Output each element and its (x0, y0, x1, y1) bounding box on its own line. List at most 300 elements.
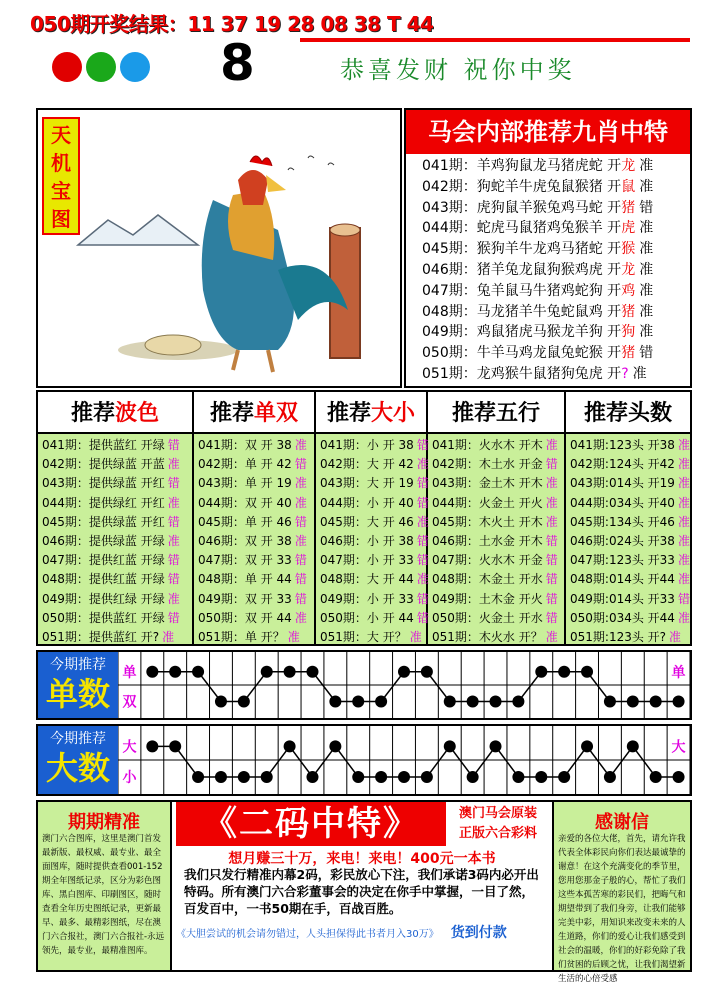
column-title-topic: 五行 (496, 400, 541, 426)
nine-row-z: 兔羊鼠马牛猪鸡蛇狗 (476, 282, 603, 299)
macau-original-2: 正版六合彩料 (458, 826, 537, 841)
trend-point (467, 771, 479, 783)
nine-row-p: 046期： (422, 261, 477, 278)
prediction-result: 准 (677, 476, 690, 491)
prediction-result: 错 (167, 476, 180, 491)
nine-row-p: 044期： (422, 220, 477, 237)
prediction-row (194, 513, 314, 532)
trend-point (444, 696, 456, 708)
nine-row-k: 开 (602, 178, 622, 195)
prediction-row (316, 590, 429, 609)
trend-point (398, 666, 410, 678)
odd-even-label (38, 652, 118, 718)
prediction-text: 045期：大 开 46 (320, 514, 414, 529)
thank-letter-title: 感谢信 (595, 812, 649, 833)
trend-point (490, 696, 502, 708)
trend-point (329, 696, 341, 708)
result-headline: 050期开奖结果：11 37 19 28 08 38 T 44 (30, 12, 434, 36)
prediction-result: 准 (294, 610, 307, 625)
prediction-row (38, 551, 192, 570)
trend-point (306, 666, 318, 678)
row-label: 小 (122, 770, 137, 786)
ad-headline: 想月赚三十万，来电！来电！400元一本书 (228, 851, 496, 867)
prediction-text: 041期:123头 开38 (570, 438, 675, 452)
prediction-result: 错 (416, 533, 429, 548)
nine-zodiac-row (406, 218, 690, 239)
prediction-result: 错 (416, 553, 429, 568)
prediction-text: 041期：小 开 38 (320, 438, 414, 452)
prediction-result: 准 (409, 629, 422, 644)
nine-row-r: 错 (639, 345, 654, 362)
trend-point (169, 740, 181, 752)
prediction-row (38, 532, 192, 551)
nine-row-z: 鸡鼠猪虎马猴龙羊狗 (476, 324, 603, 341)
prediction-result: 准 (416, 457, 429, 472)
prediction-column (194, 392, 316, 644)
ad-text: 我们只发行精准内幕2码，彩民放心下注，我们承诺3码内必开出特码。所有澳门六合彩董事会的决定在你手中掌握，一目了然，百发百中，一书50期在手，百战百胜。 (184, 867, 539, 916)
trend-point (146, 740, 158, 752)
prediction-result: 准 (545, 629, 558, 644)
prediction-row (566, 532, 690, 551)
trend-point (673, 771, 685, 783)
prediction-text: 050期：提供蓝红 开绿 (42, 610, 165, 625)
trend-point (581, 666, 593, 678)
prediction-row (194, 628, 314, 647)
nine-zodiac-row (406, 364, 690, 385)
trend-point (375, 771, 387, 783)
nine-row-k: 开 (602, 282, 622, 299)
trend-point (535, 666, 547, 678)
prediction-result: 错 (167, 553, 180, 568)
prediction-row (316, 436, 429, 455)
prediction-row (428, 532, 564, 551)
nine-row-r: 准 (639, 261, 654, 278)
prediction-row (566, 513, 690, 532)
trend-point (398, 771, 410, 783)
prediction-grid (36, 390, 692, 646)
prediction-text: 047期：火水木 开金 (432, 553, 543, 568)
prediction-column (316, 392, 428, 644)
prediction-result: 准 (677, 610, 690, 625)
nine-row-k: 开 (602, 220, 622, 237)
prediction-result: 准 (677, 533, 690, 548)
trend-point (375, 696, 387, 708)
trend-point (215, 771, 227, 783)
prediction-row (38, 628, 192, 647)
prediction-result: 错 (416, 438, 429, 452)
nine-row-z: 龙鸡猴牛鼠猪狗兔虎 (476, 365, 603, 382)
prediction-text: 042期：提供绿蓝 开蓝 (42, 457, 165, 472)
prediction-text: 041期：提供蓝红 开绿 (42, 438, 165, 452)
prediction-row (38, 609, 192, 628)
picture-title (42, 117, 80, 235)
row-label: 大 (122, 739, 137, 756)
prediction-text: 049期：提供红绿 开绿 (42, 591, 165, 606)
prediction-result: 准 (416, 514, 429, 529)
prediction-text: 050期：小 开 44 (320, 610, 414, 625)
blue-ball-icon (120, 52, 150, 82)
prediction-result: 错 (294, 514, 307, 529)
prediction-text: 043期：提供绿蓝 开红 (42, 476, 165, 491)
trend-point (261, 771, 273, 783)
prediction-text: 042期:124头 开42 (570, 457, 675, 472)
nine-row-k: 开 (602, 365, 622, 382)
header-red-line (300, 38, 690, 42)
prediction-result: 错 (294, 572, 307, 587)
prediction-text: 042期：单 开 42 (198, 457, 292, 472)
nine-row-k: 开 (602, 261, 622, 278)
prediction-result: 错 (677, 591, 690, 606)
prediction-row (566, 590, 690, 609)
trend-point (558, 666, 570, 678)
prediction-row (428, 551, 564, 570)
prediction-column (566, 392, 690, 644)
slogan: 恭喜发财 祝你中奖 (340, 56, 576, 84)
column-title-prefix: 推荐 (583, 400, 628, 426)
prediction-row (428, 570, 564, 589)
trend-point (261, 666, 273, 678)
prediction-result: 错 (167, 514, 180, 529)
column-title-topic: 波色 (115, 400, 160, 426)
prediction-text: 049期：双 开 33 (198, 591, 292, 606)
row-label: 单 (122, 664, 137, 681)
prediction-result: 准 (167, 495, 180, 510)
nine-row-z: 马龙猪羊牛兔蛇鼠鸡 (476, 303, 603, 320)
prediction-text: 050期：双 开 44 (198, 610, 292, 625)
bottom-left-text: 澳门六合图库，这里是澳门首发最新版、最权威、最专业、最全面图库，随时提供查看001-152期全年图纸记录，区分为彩色图库、黑白图库、印刷图区，随时查看全年历史图纸记录，更新最早、最多、最精彩图纸，尽在澳门六合报社，澳门六合报社-永远领先，最专业，最精准图库。 (42, 834, 165, 956)
trend-point (490, 740, 502, 752)
column-title-prefix: 推荐 (70, 400, 115, 426)
trend-point (238, 771, 250, 783)
prediction-result: 准 (677, 495, 690, 510)
prediction-column (38, 392, 194, 644)
prediction-row (38, 513, 192, 532)
nine-row-z: 猪羊兔龙鼠狗猴鸡虎 (476, 261, 603, 278)
prediction-row (316, 609, 429, 628)
prediction-text: 041期：双 开 38 (198, 438, 292, 452)
trend-point (512, 771, 524, 783)
prediction-result: 准 (167, 533, 180, 548)
prediction-row (566, 474, 690, 493)
prediction-text: 046期：提供绿蓝 开绿 (42, 533, 165, 548)
big-small-label (38, 726, 118, 794)
nine-row-r: 准 (639, 158, 654, 174)
prediction-result: 错 (545, 457, 558, 472)
trend-point (673, 696, 685, 708)
green-ball-icon (86, 52, 116, 82)
nine-row-z: 虎狗鼠羊猴兔鸡马蛇 (476, 199, 603, 216)
prediction-row (194, 455, 314, 474)
odd-even-trend (118, 652, 690, 718)
prediction-row (194, 609, 314, 628)
prediction-text: 044期：双 开 40 (198, 495, 292, 510)
prediction-result: 准 (545, 438, 558, 452)
nine-row-k: 开 (602, 158, 622, 174)
nine-zodiac-row (406, 177, 690, 198)
nine-row-a: 鼠 (621, 178, 636, 195)
nine-zodiac-row (406, 260, 690, 281)
nine-row-k: 开 (602, 199, 622, 216)
prediction-row (566, 436, 690, 455)
prediction-result: 错 (416, 495, 429, 510)
prediction-result: 准 (294, 495, 307, 510)
prediction-text: 046期:024头 开38 (570, 533, 675, 548)
trend-point (421, 771, 433, 783)
nine-zodiac-row (406, 302, 690, 323)
row-label: 双 (122, 694, 137, 711)
prediction-row (38, 455, 192, 474)
nine-row-a: 狗 (621, 324, 636, 341)
prediction-result: 错 (167, 438, 180, 452)
cash-on-delivery: 货到付款 (450, 925, 507, 941)
trend-point (604, 696, 616, 708)
trend-point (352, 696, 364, 708)
thank-letter-text: 亲爱的各位大佬，首先，请允许我代表全体彩民向你们表达最诚挚的谢意！在这个充满变化的季节里，您用您那金子般的心，帮忙了我们这些本孤苦寒的彩民们，把晦气和期望带到了我们身旁，让我们能够完美中彩，用知识来改变未来的人生道路，你们的爱心让我们感受到社会的温暖，你们的好彩免除了我们贫困的后顾之忧，让我们渴望新生活的心倍受感 (558, 834, 686, 984)
prediction-row (194, 474, 314, 493)
macau-original-tag (448, 804, 548, 844)
prediction-text: 043期:014头 开19 (570, 476, 675, 491)
prediction-row (194, 570, 314, 589)
prediction-result: 错 (294, 553, 307, 568)
prediction-text: 041期：火水木 开木 (432, 438, 543, 452)
column-title-topic: 头数 (628, 400, 673, 426)
nine-row-p: 043期： (422, 199, 477, 216)
prediction-text: 043期：大 开 19 (320, 476, 414, 491)
nine-row-a: 龙 (621, 261, 636, 278)
trend-point (444, 740, 456, 752)
nine-row-r: 准 (639, 178, 654, 195)
prediction-text: 043期：单 开 19 (198, 476, 292, 491)
ad-footer-note: 《大胆尝试的机会请勿错过，人头担保得此书者月入30万》 (176, 928, 439, 940)
trend-point (284, 666, 296, 678)
prediction-row (194, 590, 314, 609)
nine-zodiac-row (406, 198, 690, 219)
prediction-row (38, 474, 192, 493)
prediction-text: 045期：木火土 开木 (432, 514, 543, 529)
prediction-row (194, 494, 314, 513)
prediction-text: 048期：大 开 44 (320, 572, 414, 587)
prediction-text: 051期：提供蓝红 开? (42, 629, 160, 644)
prediction-text: 049期：土木金 开火 (432, 591, 543, 606)
prediction-text: 044期：小 开 40 (320, 495, 414, 510)
prediction-result: 错 (294, 591, 307, 606)
prediction-result: 错 (545, 533, 558, 548)
prediction-row (38, 436, 192, 455)
nine-row-k: 开 (602, 241, 622, 258)
trend-point (558, 771, 570, 783)
prediction-row (38, 570, 192, 589)
nine-row-r: 错 (639, 199, 654, 216)
trend-point (650, 696, 662, 708)
prediction-row (566, 609, 690, 628)
prediction-row (566, 570, 690, 589)
big-small-trend (118, 726, 690, 794)
prediction-result: 错 (545, 591, 558, 606)
prediction-row (428, 590, 564, 609)
trend-point (215, 696, 227, 708)
prediction-row (566, 628, 690, 647)
prediction-row (428, 455, 564, 474)
trend-point (192, 666, 204, 678)
column-title-prefix: 推荐 (451, 400, 496, 426)
nine-row-p: 047期： (422, 282, 477, 299)
prediction-result: 错 (416, 591, 429, 606)
prediction-row (316, 474, 429, 493)
prediction-row (428, 494, 564, 513)
trend-point (627, 740, 639, 752)
prediction-result: 准 (294, 476, 307, 491)
prediction-row (316, 455, 429, 474)
prediction-row (428, 474, 564, 493)
prediction-text: 046期：小 开 38 (320, 533, 414, 548)
rooster-icon (38, 110, 400, 386)
nine-zodiac-list (406, 154, 690, 385)
nine-row-z: 猴狗羊牛龙鸡马猪蛇 (476, 241, 603, 258)
trend-point (535, 771, 547, 783)
nine-row-z: 牛羊马鸡龙鼠兔蛇猴 (476, 345, 603, 362)
prediction-result: 准 (545, 476, 558, 491)
nine-row-r: 准 (639, 220, 654, 237)
prediction-result: 准 (677, 438, 690, 452)
prediction-column-title (38, 392, 192, 434)
end-label: 大 (671, 739, 686, 756)
column-title-prefix: 推荐 (326, 400, 371, 426)
prediction-result: 准 (294, 438, 307, 452)
prediction-row (316, 494, 429, 513)
nine-row-k: 开 (602, 303, 622, 320)
prediction-result: 错 (545, 553, 558, 568)
picture-title-text: 天机宝图 (51, 123, 71, 231)
prediction-row (316, 532, 429, 551)
prediction-text: 048期:014头 开44 (570, 572, 675, 587)
prediction-column (428, 392, 566, 644)
prediction-result: 准 (677, 553, 690, 568)
prediction-result: 准 (669, 629, 682, 644)
prediction-text: 049期:014头 开33 (570, 591, 675, 606)
ad-footer (176, 922, 548, 942)
prediction-text: 042期：大 开 42 (320, 457, 414, 472)
trend-point (169, 666, 181, 678)
prediction-row (428, 628, 564, 647)
prediction-result: 准 (545, 514, 558, 529)
prediction-text: 050期：火金土 开水 (432, 610, 543, 625)
prediction-row (194, 436, 314, 455)
trend-point (627, 696, 639, 708)
nine-row-p: 042期： (422, 178, 477, 195)
prediction-row (428, 513, 564, 532)
nine-row-r: 准 (639, 303, 654, 320)
big-small-label-big: 大数 (45, 749, 110, 787)
prediction-row (38, 494, 192, 513)
odd-even-label-top: 今期推荐 (50, 657, 106, 673)
prediction-text: 044期：火金土 开火 (432, 495, 543, 510)
trend-point (467, 696, 479, 708)
column-title-topic: 大小 (371, 400, 416, 426)
nine-zodiac-title: 马会内部推荐九肖中特 (406, 110, 690, 154)
red-ball-icon (52, 52, 82, 82)
prediction-row (428, 609, 564, 628)
macau-original-1: 澳门马会原装 (458, 806, 537, 821)
picture-box (36, 108, 402, 388)
prediction-column-title (428, 392, 564, 434)
prediction-text: 048期：木金土 开水 (432, 572, 543, 587)
nine-row-a: 虎 (621, 220, 636, 237)
prediction-result: 准 (287, 629, 300, 644)
prediction-text: 050期:034头 开44 (570, 610, 675, 625)
prediction-result: 准 (162, 629, 175, 644)
prediction-result: 准 (416, 572, 429, 587)
prediction-text: 045期：提供绿蓝 开红 (42, 514, 165, 529)
prediction-row (566, 551, 690, 570)
big-small-label-top: 今期推荐 (50, 731, 106, 747)
prediction-text: 042期：木土水 开金 (432, 457, 543, 472)
nine-row-a: ? (621, 365, 629, 382)
prediction-result: 准 (167, 457, 180, 472)
nine-row-r: 准 (639, 241, 654, 258)
prediction-text: 048期：提供红蓝 开绿 (42, 572, 165, 587)
trend-point (192, 771, 204, 783)
prediction-column-title (316, 392, 426, 434)
nine-zodiac-row (406, 322, 690, 343)
prediction-row (316, 551, 429, 570)
prediction-result: 错 (167, 610, 180, 625)
prediction-text: 043期：金土木 开木 (432, 476, 543, 491)
nine-row-z: 蛇虎马鼠猪鸡兔猴羊 (476, 220, 603, 237)
odd-even-chart (36, 650, 692, 720)
prediction-row (566, 455, 690, 474)
prediction-column-title (194, 392, 314, 434)
prediction-text: 046期：土水金 开木 (432, 533, 543, 548)
odd-even-label-big: 单数 (45, 675, 110, 713)
prediction-text: 044期：提供绿红 开红 (42, 495, 165, 510)
nine-row-p: 041期： (422, 158, 477, 174)
prediction-result: 准 (677, 457, 690, 472)
prediction-result: 错 (416, 476, 429, 491)
column-title-topic: 单双 (254, 400, 299, 426)
prediction-result: 错 (294, 457, 307, 472)
nine-row-r: 准 (639, 324, 654, 341)
prediction-text: 044期:034头 开40 (570, 495, 675, 510)
prediction-text: 051期：单 开？ (198, 629, 285, 644)
prediction-result: 错 (545, 610, 558, 625)
trend-point (604, 771, 616, 783)
prediction-result: 准 (294, 533, 307, 548)
prediction-row (316, 628, 426, 647)
two-code-title: 《二码中特》 (176, 802, 446, 846)
prediction-result: 错 (167, 572, 180, 587)
prediction-row (566, 494, 690, 513)
prediction-text: 047期：小 开 33 (320, 553, 414, 568)
trend-point (238, 696, 250, 708)
prediction-result: 准 (167, 591, 180, 606)
big-small-chart (36, 724, 692, 796)
prediction-text: 047期：提供红蓝 开绿 (42, 553, 165, 568)
prediction-result: 错 (545, 572, 558, 587)
bottom-left-panel (38, 802, 172, 970)
prediction-result: 准 (677, 514, 690, 529)
nine-row-z: 狗蛇羊牛虎兔鼠猴猪 (476, 178, 603, 195)
prediction-row (194, 532, 314, 551)
trend-point (512, 696, 524, 708)
prediction-column-title (566, 392, 690, 434)
nine-row-k: 开 (602, 345, 622, 362)
nine-row-p: 050期： (422, 345, 477, 362)
bottom-left-title: 期期精准 (68, 812, 140, 833)
prediction-text: 049期：小 开 33 (320, 591, 414, 606)
trend-point (581, 740, 593, 752)
nine-row-a: 龙 (621, 158, 636, 174)
prediction-text: 046期：双 开 38 (198, 533, 292, 548)
